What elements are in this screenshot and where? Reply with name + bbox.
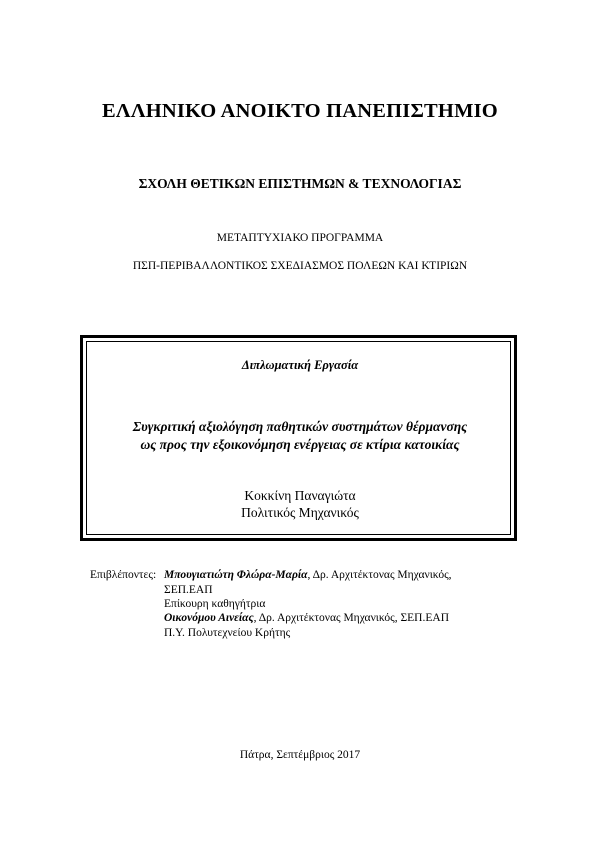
supervisor-2-line (164, 612, 449, 624)
university-title: ΕΛΛΗΝΙΚΟ ΑΝΟΙΚΤΟ ΠΑΝΕΠΙΣΤΗΜΙΟ (102, 100, 498, 122)
thesis-label: Διπλωματική Εργασία (241, 358, 359, 372)
author-title: Πολιτικός Μηχανικός (241, 505, 359, 520)
supervisor-1-credentials: , Δρ. Αρχιτέκτονας Μηχανικός, (307, 569, 452, 581)
program-name: ΠΣΠ-ΠΕΡΙΒΑΛΛΟΝΤΙΚΟΣ ΣΧΕΔΙΑΣΜΟΣ ΠΟΛΕΩΝ ΚΑΙ ΚΤΙΡΙΩΝ (132, 260, 468, 272)
supervisor-1-line (164, 569, 452, 581)
supervisors-label: Επιβλέποντες: (90, 569, 157, 581)
author-name: Κοκκίνη Παναγιώτα (244, 488, 356, 503)
supervisor-2-name: Οικονόμου Αινείας (164, 612, 254, 624)
thesis-title-line-1: Συγκριτική αξιολόγηση παθητικών συστημάτων θέρμανσης (132, 419, 468, 434)
school-title: ΣΧΟΛΗ ΘΕΤΙΚΩΝ ΕΠΙΣΤΗΜΩΝ & ΤΕΧΝΟΛΟΓΙΑΣ (138, 176, 462, 191)
thesis-title-line-2: ως προς την εξοικονόμηση ενέργειας σε κτίρια κατοικίας (140, 437, 460, 452)
supervisor-1-name: Μπουγιατιώτη Φλώρα-Μαρία (164, 569, 308, 581)
supervisor-1-affiliation: ΣΕΠ.ΕΑΠ (164, 584, 213, 596)
place-date: Πάτρα, Σεπτέμβριος 2017 (239, 749, 361, 761)
supervisor-2-affiliation: Π.Υ. Πολυτεχνείου Κρήτης (164, 627, 291, 639)
program-label: ΜΕΤΑΠΤΥΧΙΑΚΟ ΠΡΟΓΡΑΜΜΑ (216, 232, 384, 244)
supervisor-2-credentials: , Δρ. Αρχιτέκτονας Μηχανικός, ΣΕΠ.ΕΑΠ (253, 612, 449, 624)
supervisor-1-position: Επίκουρη καθηγήτρια (164, 598, 266, 610)
